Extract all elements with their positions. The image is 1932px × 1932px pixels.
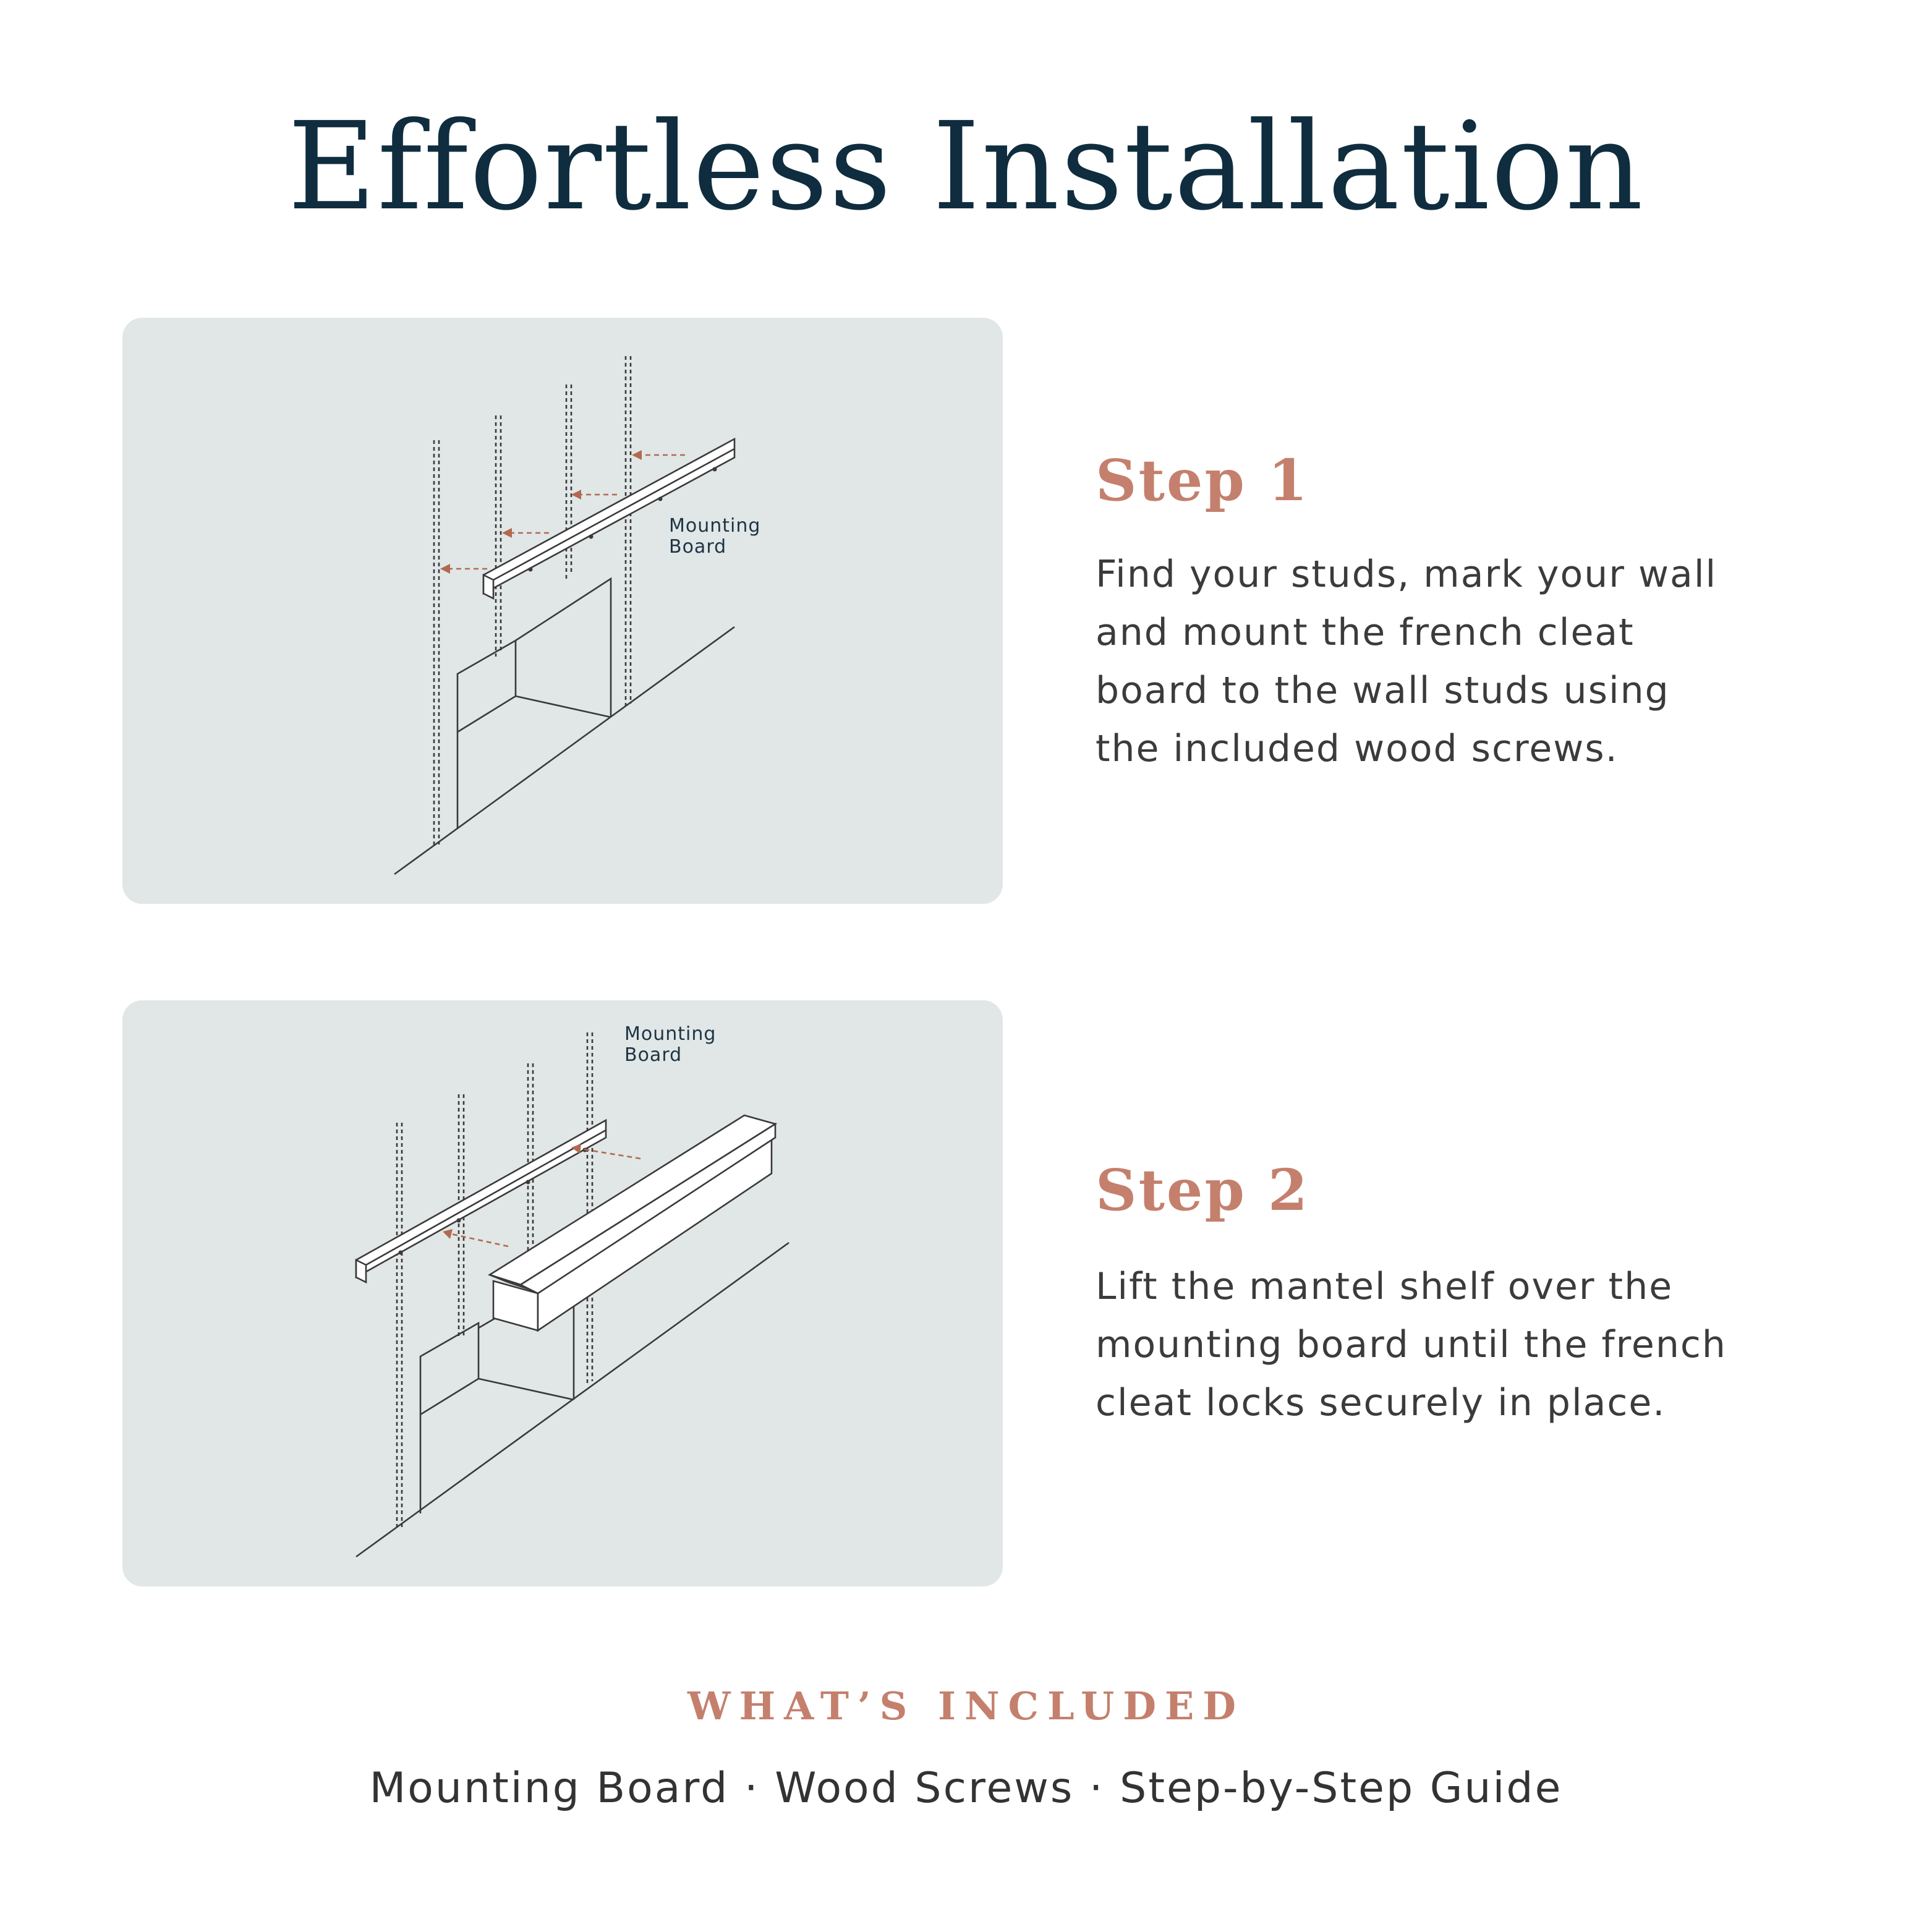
placement-arrows [440,450,685,574]
step-2-diagram-panel [122,1000,1003,1586]
step-2-line: cleat locks securely in place. [1096,1381,1666,1424]
step-2-description [1096,1258,1868,1432]
step-2-installation-diagram [122,1000,1003,1586]
mounting-board-label-line-2: Board [669,536,727,558]
mounting-board-label-line-1: Mounting [624,1023,717,1045]
step-2-line: mounting board until the french [1096,1323,1727,1366]
step-1-title: Step 1 [1096,447,1309,514]
page-title: Effortless Installation [287,96,1645,237]
step-1-line: Find your studs, mark your wall [1096,553,1717,596]
mounting-board-label-line-2: Board [624,1044,683,1066]
step-1-line: board to the wall studs using [1096,669,1670,712]
step-1-installation-diagram [122,318,1003,904]
step-1-line: the included wood screws. [1096,727,1619,770]
fireplace-opening [457,579,611,828]
step-1-line: and mount the french cleat [1096,611,1635,654]
mounting-board-label-line-1: Mounting [669,515,761,537]
step-2-line: Lift the mantel shelf over the [1096,1265,1674,1308]
whats-included-list: Mounting Board · Wood Screws · Step-by-Step Guide [369,1764,1563,1813]
step-2-title: Step 2 [1096,1157,1309,1223]
whats-included-heading: WHAT’S INCLUDED [687,1683,1245,1729]
floor-line [394,627,734,874]
step-1-diagram-panel [122,318,1003,904]
step-1-description [1096,545,1868,778]
